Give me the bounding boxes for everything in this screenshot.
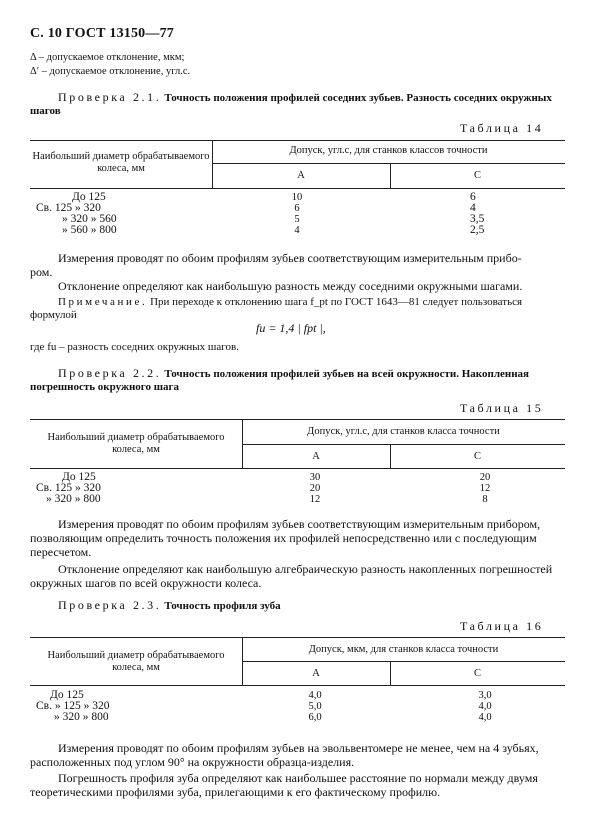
table16-row-2-a: 6,0 (308, 712, 322, 723)
paragraph-deviation-2: Отклонение определяют как наибольшую алгебраическую разность накопленных погрешностей (58, 562, 553, 576)
table14-group-header: Допуск, угл.с, для станков классов точности (289, 145, 488, 156)
table15-row-2-d: » 320 » 800 (46, 493, 101, 505)
check-2-2-title: Точность положения профилей зубьев на всей окружности. Накопленная (164, 368, 530, 380)
check-2-2-label: Проверка 2.2. (58, 366, 162, 380)
note (58, 296, 522, 308)
check-2-2-title-cont: погрешность окружного шага (30, 381, 180, 393)
legend-line-2: Δ′ – допускаемое отклонение, угл.с. (30, 66, 191, 77)
formula: fu = 1,4 | fpt |, (256, 321, 326, 335)
check-2-1-label: Проверка 2.1. (58, 90, 162, 104)
paragraph-measure-3-line2: расположенных под углом 90° на окружности образца-изделия. (30, 755, 355, 769)
table15-row-1-c: 12 (479, 483, 491, 494)
note-label: Примечание. (58, 296, 148, 308)
note-text-cont: формулой (30, 309, 77, 321)
paragraph-deviation-1: Отклонение определяют как наибольшую разность между соседними окружными шагами. (58, 279, 523, 293)
paragraph-measure-1: Измерения проводят по обоим профилям зубьев соответствующим измерительным прибо- (58, 251, 522, 265)
table16-row-1-a: 5,0 (308, 701, 322, 712)
paragraph-measure-2: Измерения проводят по обоим профилям зубьев соответствующим измерительным прибором, (58, 517, 541, 531)
table16-caption: Таблица 16 (460, 619, 544, 633)
table15-col0-header: Наибольший диаметр обрабатываемого колеса, мм (47, 432, 225, 455)
table14-row-3-c: 2,5 (470, 224, 485, 236)
table15-row-2-a: 12 (309, 494, 321, 505)
table16-col0-header: Наибольший диаметр обрабатываемого колеса, мм (47, 650, 225, 673)
table16-class-a: А (312, 668, 320, 679)
paragraph-measure-2-line3: пересчетом. (30, 545, 92, 559)
table14-row-2-a: 5 (294, 214, 300, 225)
table14-row-1-a: 6 (294, 203, 300, 214)
note-where: где fu – разность соседних окружных шагов. (30, 341, 239, 353)
table14-class-a: А (297, 170, 305, 181)
paragraph-profile-error-line2: теоретическими профилями зуба, прилегающими к его фактическому профилю. (30, 785, 441, 799)
table15-row-0-c: 20 (479, 472, 491, 483)
table15-row-0-d: До 125 (62, 471, 96, 483)
table16-row-2-c: 4,0 (478, 712, 492, 723)
table16-class-c: С (473, 668, 481, 679)
table14-row-0-d: До 125 (72, 191, 106, 203)
table15-row-1-d: Св. 125 » 320 (36, 482, 101, 494)
table14-row-3-d: » 560 » 800 (62, 224, 117, 236)
table16-row-2-d: » 320 » 800 (54, 711, 109, 723)
table14-class-c: С (473, 170, 481, 181)
table14-row-3-a: 4 (294, 225, 300, 236)
table14-row-0-a: 10 (291, 192, 303, 203)
table16-row-0-a: 4,0 (308, 690, 322, 701)
table14-row-1-c: 4 (470, 202, 476, 214)
table14-col0-header: Наибольший диаметр обрабатываемого колеса, мм (32, 151, 210, 174)
table16-row-0-c: 3,0 (478, 690, 492, 701)
table14-row-2-c: 3,5 (470, 213, 485, 225)
table15-class-a: А (312, 451, 320, 462)
check-2-1-title: Точность положения профилей соседних зубьев. Разность соседних окружных (164, 92, 552, 104)
table14-row-0-c: 6 (470, 191, 476, 203)
table15-row-1-a: 20 (309, 483, 321, 494)
table16-row-0-d: До 125 (50, 689, 84, 701)
table15-group-header: Допуск, угл.с, для станков класса точности (307, 426, 500, 437)
table16-row-1-d: Св. » 125 » 320 (36, 700, 110, 712)
check-2-3-heading (58, 598, 281, 614)
table14-row-2-d: » 320 » 560 (62, 213, 117, 225)
check-2-3-title: Точность профиля зуба (164, 600, 281, 612)
note-text: При переходе к отклонению шага f_pt по ГОСТ 1643—81 следует пользоваться (150, 296, 523, 308)
page-header: С. 10 ГОСТ 13150—77 (30, 26, 174, 41)
table14-row-1-d: Св. 125 » 320 (36, 202, 101, 214)
table16-group-header: Допуск, мкм, для станков класса точности (308, 644, 499, 655)
paragraph-measure-1-cont: ром. (30, 265, 53, 279)
table15-class-c: С (473, 451, 481, 462)
table15-caption: Таблица 15 (460, 401, 544, 415)
paragraph-deviation-2-line2: окружных шагов по всей окружности колеса. (30, 576, 262, 590)
legend-line-1: Δ – допускаемое отклонение, мкм; (30, 52, 185, 63)
check-2-1-title-cont: шагов (30, 105, 61, 117)
table16-row-1-c: 4,0 (478, 701, 492, 712)
table15-row-2-c: 8 (482, 494, 488, 505)
check-2-3-label: Проверка 2.3. (58, 598, 162, 612)
paragraph-measure-3: Измерения проводят по обоим профилям зубьев на эвольвентомере не менее, чем на 4 зубьях, (58, 741, 539, 755)
paragraph-profile-error: Погрешность профиля зуба определяют как наибольшее расстояние по нормали между двумя (58, 771, 538, 785)
check-2-1-heading (58, 90, 552, 106)
table14-caption: Таблица 14 (460, 121, 544, 135)
table15-row-0-a: 30 (309, 472, 321, 483)
paragraph-measure-2-line2: позволяющим определить точность положения их профилей непосредственно или с последующим (30, 531, 537, 545)
